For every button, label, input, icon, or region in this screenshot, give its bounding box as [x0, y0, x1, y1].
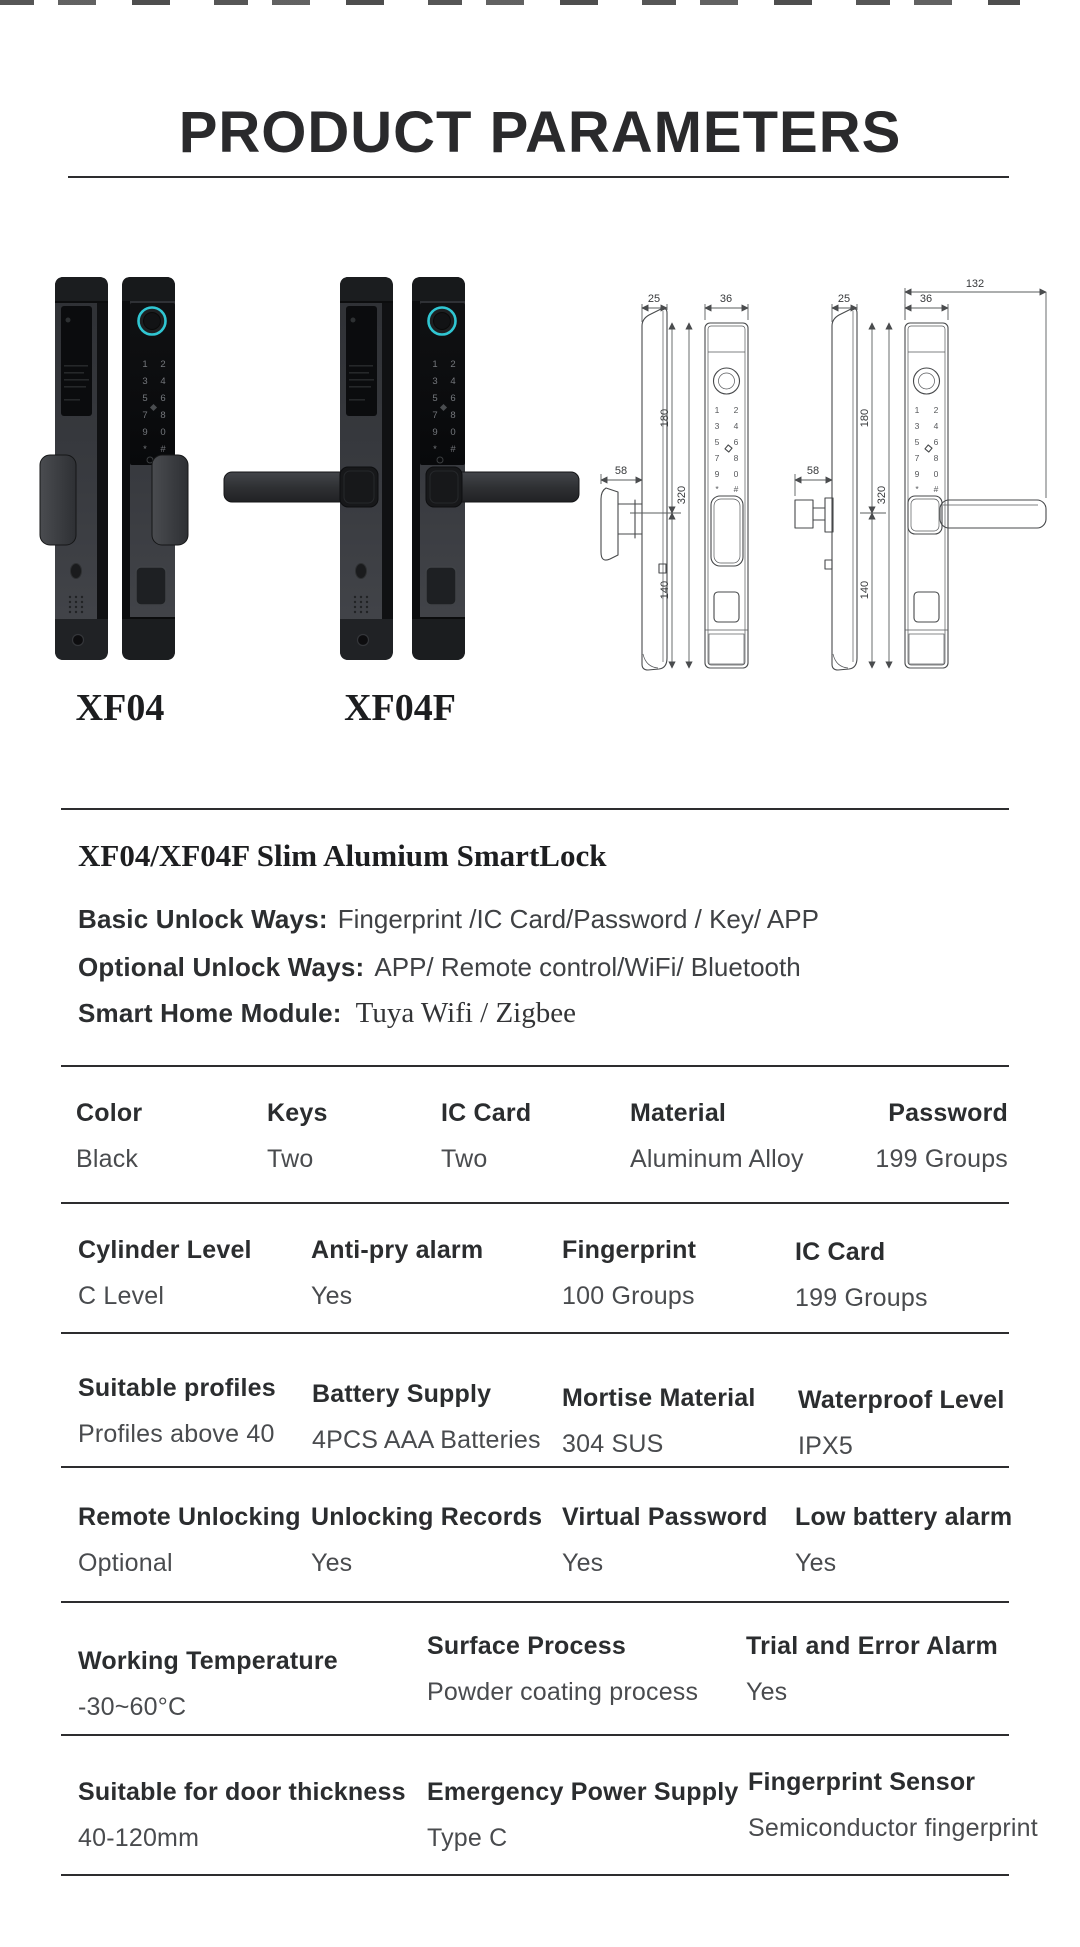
table-cell: Keys Two: [267, 1099, 328, 1173]
spec-label: Smart Home Module:: [78, 998, 342, 1028]
svg-text:5: 5: [914, 437, 920, 447]
dim-58: 58: [806, 465, 820, 477]
dim-25: 25: [647, 293, 661, 305]
svg-text:2: 2: [933, 405, 939, 415]
divider: [61, 1601, 1009, 1603]
table-cell: Working Temperature -30~60°C: [78, 1647, 338, 1721]
table-cell: Color Black: [76, 1099, 143, 1173]
spec-optional-unlock: [78, 952, 801, 983]
xf04f-left-lever: [224, 472, 350, 502]
cropped-content-strip: [0, 0, 1020, 5]
product-heading: XF04/XF04F Slim Alumium SmartLock: [78, 838, 607, 873]
svg-text:1: 1: [914, 405, 920, 415]
xf04-front-grip: [152, 455, 188, 545]
model-label-xf04: XF04: [75, 687, 165, 729]
model-label-xf04f: XF04F: [344, 687, 456, 729]
table-cell: Virtual Password Yes: [562, 1503, 768, 1577]
table-cell: Trial and Error Alarm Yes: [746, 1632, 998, 1706]
svg-text:#: #: [733, 484, 739, 494]
svg-text:3: 3: [714, 421, 720, 431]
table-cell: Waterproof Level IPX5: [798, 1386, 1005, 1460]
table-cell: Cylinder Level C Level: [78, 1236, 252, 1310]
keypad-digit: 5: [142, 393, 148, 404]
keypad-digit: 6: [160, 393, 166, 404]
dim-320: 320: [876, 485, 888, 505]
divider: [61, 1202, 1009, 1204]
table-cell: IC Card 199 Groups: [795, 1238, 928, 1312]
xf04f-right-lever: [453, 472, 579, 502]
svg-text:5: 5: [714, 437, 720, 447]
table-cell: Emergency Power Supply Type C: [427, 1778, 739, 1852]
card-window: [136, 567, 166, 605]
dimensions: [601, 293, 748, 668]
product-photos: [20, 262, 590, 672]
svg-text:8: 8: [733, 453, 739, 463]
spec-value: APP/ Remote control/WiFi/ Bluetooth: [374, 952, 801, 982]
svg-text:7: 7: [714, 453, 720, 463]
svg-text:2: 2: [733, 405, 739, 415]
keypad-digit: 0: [160, 427, 166, 438]
dim-180: 180: [859, 408, 871, 428]
svg-text:1: 1: [714, 405, 720, 415]
keypad-digit: 7: [142, 410, 148, 421]
divider: [68, 176, 1009, 178]
table-cell: Suitable for door thickness 40-120mm: [78, 1778, 406, 1852]
svg-text:4: 4: [733, 421, 739, 431]
svg-text:9: 9: [714, 469, 720, 479]
keypad-digit: *: [143, 444, 147, 455]
divider: [61, 1065, 1009, 1067]
keypad-digit: 3: [142, 376, 148, 387]
table-cell: Mortise Material 304 SUS: [562, 1384, 756, 1458]
keypad-digit: #: [160, 444, 166, 455]
keypad-digit: 4: [160, 376, 166, 387]
dim-132: 132: [965, 278, 985, 290]
table-cell: Suitable profiles Profiles above 40: [78, 1374, 276, 1448]
table-cell: Unlocking Records Yes: [311, 1503, 543, 1577]
table-cell: Fingerprint Sensor Semiconductor fingerprint: [748, 1768, 1038, 1842]
svg-text:4: 4: [933, 421, 939, 431]
svg-text:0: 0: [933, 469, 939, 479]
dim-36: 36: [919, 293, 933, 305]
svg-text:3: 3: [914, 421, 920, 431]
svg-text:6: 6: [733, 437, 739, 447]
divider: [61, 1332, 1009, 1334]
spec-label: Optional Unlock Ways:: [78, 952, 365, 982]
dim-140: 140: [859, 580, 871, 600]
xf04-back-grip: [40, 455, 76, 545]
table-cell: IC Card Two: [441, 1099, 532, 1173]
divider: [61, 1734, 1009, 1736]
svg-text:*: *: [715, 484, 719, 494]
table-cell: Surface Process Powder coating process: [427, 1632, 699, 1706]
dim-36: 36: [719, 293, 733, 305]
dim-58: 58: [614, 465, 628, 477]
table-cell: Fingerprint 100 Groups: [562, 1236, 697, 1310]
table-cell: Anti-pry alarm Yes: [311, 1236, 484, 1310]
divider: [61, 1874, 1009, 1876]
spec-label: Basic Unlock Ways:: [78, 904, 328, 934]
keypad-digit: 9: [142, 427, 148, 438]
divider: [61, 808, 1009, 810]
spec-smart-home: [78, 997, 576, 1030]
page-title: PRODUCT PARAMETERS: [178, 99, 902, 165]
technical-drawing-xf04f: [760, 278, 1080, 700]
svg-text:#: #: [933, 484, 939, 494]
svg-text:*: *: [915, 484, 919, 494]
dimensions: [795, 278, 1046, 668]
spec-basic-unlock: [78, 904, 819, 935]
table-cell: Remote Unlocking Optional: [78, 1503, 301, 1577]
svg-text:9: 9: [914, 469, 920, 479]
dim-25: 25: [837, 293, 851, 305]
dim-180: 180: [659, 408, 671, 428]
svg-text:8: 8: [933, 453, 939, 463]
divider: [61, 1466, 1009, 1468]
keypad-digit: 2: [160, 359, 166, 370]
table-cell: Battery Supply 4PCS AAA Batteries: [312, 1380, 541, 1454]
svg-text:6: 6: [933, 437, 939, 447]
table-cell: Material Aluminum Alloy: [630, 1099, 804, 1173]
keypad-digit: 1: [142, 359, 148, 370]
spec-value: Tuya Wifi / Zigbee: [355, 997, 576, 1029]
keypad-digit: 8: [160, 410, 166, 421]
table-cell: Low battery alarm Yes: [795, 1503, 1013, 1577]
dim-140: 140: [659, 580, 671, 600]
dim-320: 320: [676, 485, 688, 505]
svg-text:0: 0: [733, 469, 739, 479]
table-cell: Password 199 Groups: [875, 1099, 1008, 1173]
spec-value: Fingerprint /IC Card/Password / Key/ APP: [337, 904, 819, 934]
technical-drawing-xf04: [585, 278, 785, 700]
svg-text:7: 7: [914, 453, 920, 463]
